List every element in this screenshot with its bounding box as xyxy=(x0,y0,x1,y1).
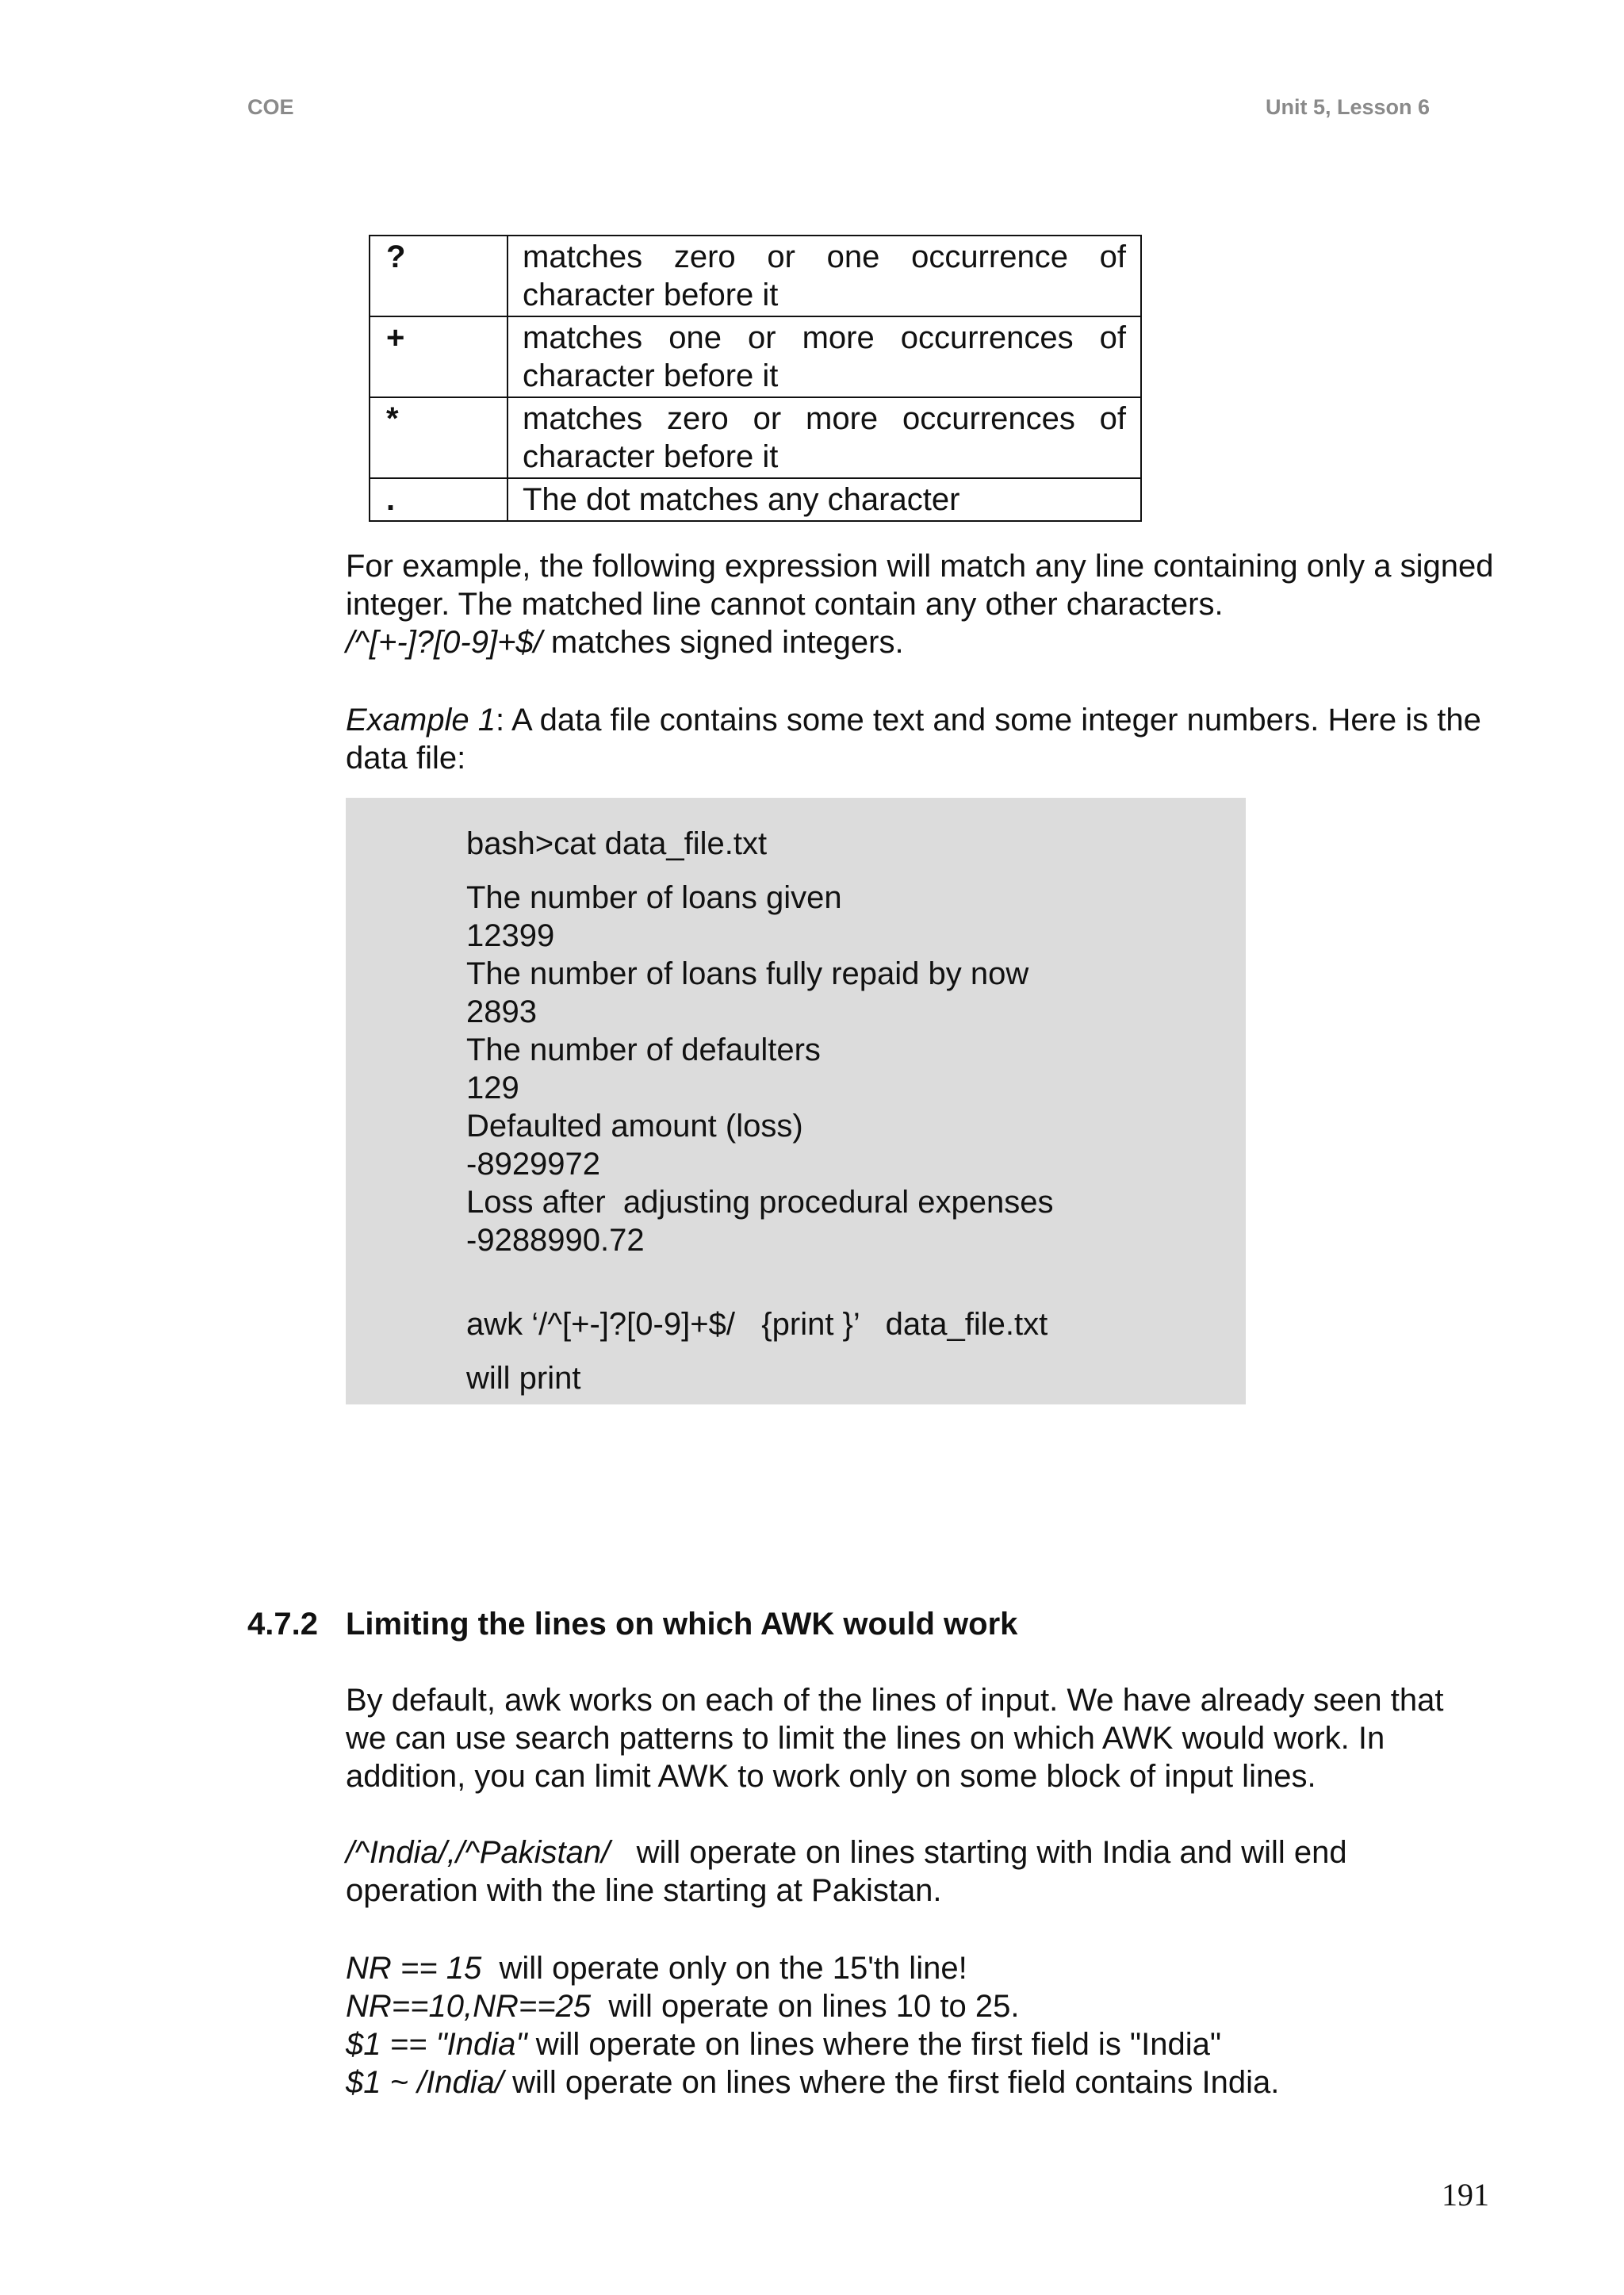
section-paragraph xyxy=(346,1681,1472,1795)
range-expression: /^India/,/^Pakistan/ xyxy=(346,1835,611,1870)
code-line: -9288990.72 xyxy=(466,1223,645,1258)
section-number: 4.7.2 xyxy=(247,1607,318,1642)
operator-description: matches one or more occurrences of character before it xyxy=(508,316,1141,397)
code-line: 2893 xyxy=(466,994,537,1029)
table-row xyxy=(370,316,1141,397)
code-line: 12399 xyxy=(466,918,555,953)
operator-description: The dot matches any character xyxy=(508,478,1141,521)
operator-symbol: * xyxy=(370,397,508,478)
code-block xyxy=(346,798,1246,1404)
code-line: Defaulted amount (loss) xyxy=(466,1109,803,1144)
code-line: 129 xyxy=(466,1071,519,1105)
intro-paragraph xyxy=(346,547,1511,661)
regex-expression: /^[+-]?[0-9]+$/ xyxy=(346,625,542,660)
condition-line xyxy=(346,2063,1511,2102)
table-row xyxy=(370,236,1141,316)
condition-expression: NR==10,NR==25 xyxy=(346,1989,592,2024)
header-left: COE xyxy=(247,95,294,119)
data-file-contents xyxy=(466,879,1053,1259)
section-heading xyxy=(247,1605,1017,1643)
range-explanation: will operate on lines starting with India and will end operation with the line starting at Pakistan. xyxy=(346,1835,1356,1908)
condition-line xyxy=(346,2025,1511,2063)
operator-description: matches zero or more occurrences of character before it xyxy=(508,397,1141,478)
example-text: : A data file contains some text and some integer numbers. Here is the data file: xyxy=(346,703,1481,776)
code-line: -8929972 xyxy=(466,1147,601,1182)
table-row xyxy=(370,397,1141,478)
section-title: Limiting the lines on which AWK would work xyxy=(346,1607,1018,1642)
awk-command: awk ‘/^[+-]?[0-9]+$/ {print }’ data_file.txt xyxy=(466,1307,1048,1342)
example-line xyxy=(346,701,1511,777)
intro-text: For example, the following expression will match any line containing only a signed integer. The matched line cannot contain any other characters. xyxy=(346,549,1494,622)
operator-symbol: ? xyxy=(370,236,508,316)
code-line: The number of defaulters xyxy=(466,1033,821,1067)
condition-explanation: will operate on lines 10 to 25. xyxy=(591,1989,1020,2024)
condition-line xyxy=(346,1949,1511,1987)
page-number: 191 xyxy=(1442,2177,1489,2213)
condition-expression: $1 ~ /India/ xyxy=(346,2065,504,2100)
code-command: bash>cat data_file.txt xyxy=(466,826,768,861)
operator-symbol: . xyxy=(370,478,508,521)
regex-explanation: matches signed integers. xyxy=(542,625,904,660)
regex-operator-table xyxy=(369,235,1142,522)
example-paragraph xyxy=(346,701,1511,777)
operator-symbol: + xyxy=(370,316,508,397)
range-paragraph xyxy=(346,1833,1472,1910)
condition-expression: $1 == "India" xyxy=(346,2027,527,2062)
condition-line xyxy=(346,1987,1511,2025)
header-right: Unit 5, Lesson 6 xyxy=(1266,95,1431,119)
example-label: Example 1 xyxy=(346,703,496,738)
condition-explanation: will operate on lines where the first field is "India" xyxy=(527,2027,1222,2062)
condition-explanation: will operate only on the 15'th line! xyxy=(481,1951,967,1986)
table-row xyxy=(370,478,1141,521)
range-line xyxy=(346,1833,1472,1910)
condition-expression: NR == 15 xyxy=(346,1951,482,1986)
condition-explanation: will operate on lines where the first field contains India. xyxy=(504,2065,1280,2100)
condition-examples xyxy=(346,1949,1511,2102)
section-intro-text: By default, awk works on each of the lines of input. We have already seen that we can use search patterns to limit the lines on which AWK would work. In addition, you can limit AWK to work only on some block of input lines. xyxy=(346,1683,1444,1794)
code-line: The number of loans given xyxy=(466,880,842,915)
code-line: The number of loans fully repaid by now xyxy=(466,956,1029,991)
operator-description: matches zero or one occurrence of character before it xyxy=(508,236,1141,316)
will-print-text: will print xyxy=(466,1361,581,1396)
code-line: Loss after adjusting procedural expenses xyxy=(466,1185,1054,1220)
regex-line xyxy=(346,623,1511,661)
